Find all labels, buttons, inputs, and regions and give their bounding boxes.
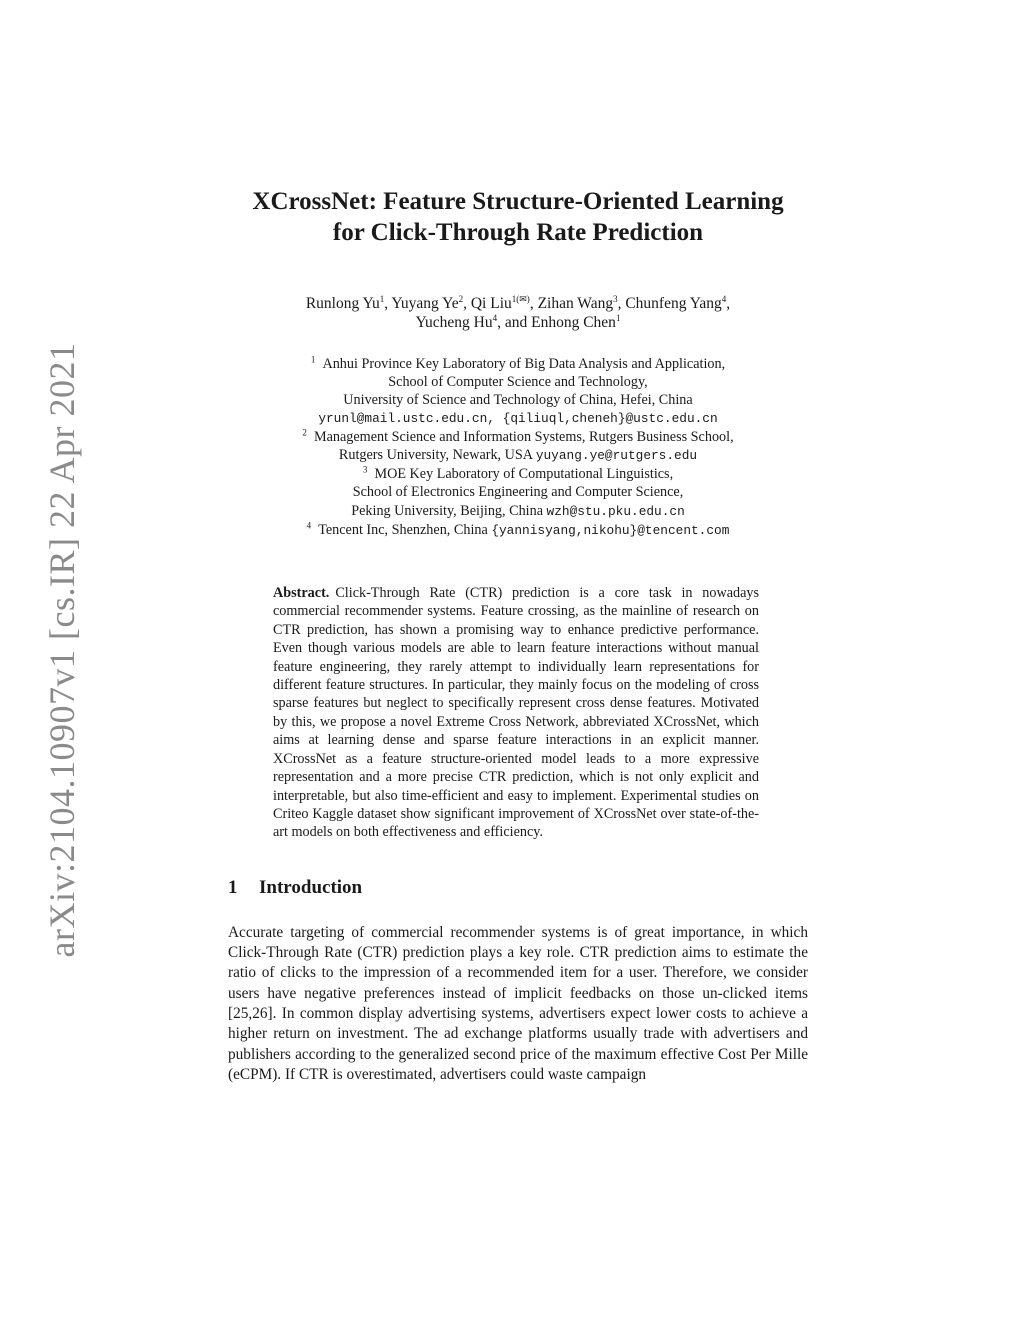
- affil-text: Tencent Inc, Shenzhen, China: [318, 521, 492, 538]
- affil-text: Anhui Province Key Laboratory of Big Data Analysis and Application,: [322, 356, 726, 372]
- affiliations: [228, 355, 808, 540]
- affiliation-line: [228, 502, 808, 521]
- author-name: , and Enhong Chen: [497, 314, 616, 331]
- author-affil-mark: 2: [458, 293, 464, 304]
- paper-page: [228, 186, 808, 1100]
- affil-number: 2: [302, 427, 307, 438]
- author-affil-mark: 4: [721, 293, 727, 304]
- section-heading: [228, 877, 808, 899]
- abstract: [273, 584, 759, 842]
- affiliation-line: [228, 465, 808, 483]
- affiliation-line: School of Computer Science and Technology,: [388, 374, 648, 391]
- affil-text: MOE Key Laboratory of Computational Linguistics,: [374, 466, 674, 483]
- affil-text: Peking University, Beijing, China: [351, 502, 547, 519]
- author-affil-mark: 1: [379, 293, 385, 304]
- arxiv-side-stamp: arXiv:2104.10907v1 [cs.IR] 22 Apr 2021: [42, 342, 82, 958]
- affiliation-line: [228, 355, 808, 373]
- affiliation-email: yrunl@mail.ustc.edu.cn, {qiliuql,cheneh}@ustc.edu.cn: [318, 410, 718, 426]
- section-title: Introduction: [259, 876, 363, 898]
- author-name: , Qi Liu: [463, 295, 512, 312]
- affiliation-email: yuyang.ye@rutgers.edu: [535, 448, 698, 464]
- author-separator: ,: [726, 295, 731, 312]
- abstract-text: Click-Through Rate (CTR) prediction is a core task in nowadays commercial recommender systems. Feature crossing, as the mainline of research on CTR prediction, has shown a promising way to enhance predictive performance. Even though various models are able to learn feature interactions without manual feature engineering, they rarely attempt to individually learn representations for different feature structures. In particular, they mainly focus on the modeling of cross sparse features but neglect to specifically represent cross dense features. Motivated by this, we propose a novel Extreme Cross Network, abbreviated XCrossNet, which aims at learning dense and sparse feature interactions in an explicit manner. XCrossNet as a feature structure-oriented model leads to a more expressive representation and a more precise CTR prediction, which is not only explicit and interpretable, but also time-efficient and easy to implement. Experimental studies on Criteo Kaggle dataset show significant improvement of XCrossNet over state-of-the-art models on both effectiveness and efficiency.: [273, 585, 759, 841]
- affiliation-email: {yannisyang,nikohu}@tencent.com: [491, 522, 730, 538]
- author-affil-mark: 1: [615, 312, 621, 323]
- affil-text: Management Science and Information Systems, Rutgers Business School,: [313, 428, 734, 445]
- author-name: , Chunfeng Yang: [617, 295, 722, 312]
- affiliation-line: [228, 521, 808, 540]
- title-line-2: for Click-Through Rate Prediction: [332, 219, 704, 246]
- abstract-label: Abstract.: [273, 585, 330, 602]
- section-number: 1: [228, 876, 238, 898]
- affiliation-line: [228, 428, 808, 446]
- author-name: , Yuyang Ye: [384, 295, 459, 312]
- affil-text: Rutgers University, Newark, USA: [338, 447, 536, 464]
- section-paragraph: Accurate targeting of commercial recommender systems is of great importance, in which Click-Through Rate (CTR) prediction plays a key role. CTR prediction aims to estimate the ratio of clicks to the impression of a recommended item for a user. Therefore, we consider users have negative preferences instead of implicit feedbacks on those un-clicked items [25,26]. In common display advertising systems, advertisers expect lower costs to achieve a higher return on investment. The ad exchange platforms usually trade with advertisers and publishers according to the generalized second price of the maximum effective Cost Per Mille (eCPM). If CTR is overestimated, advertisers could waste campaign: [228, 923, 808, 1083]
- affil-number: 4: [306, 520, 312, 531]
- author-name: Yucheng Hu: [415, 314, 493, 331]
- author-name: Runlong Yu: [305, 295, 380, 312]
- author-affil-mark: 4: [492, 312, 498, 323]
- title-line-1: XCrossNet: Feature Structure-Oriented Learning: [252, 188, 784, 215]
- affil-number: 3: [362, 464, 368, 475]
- affiliation-line: School of Electronics Engineering and Computer Science,: [352, 484, 684, 501]
- paper-title: [228, 186, 808, 248]
- author-line-1: [228, 294, 808, 313]
- author-affil-mark: 3: [613, 293, 618, 304]
- affiliation-email: wzh@stu.pku.edu.cn: [546, 503, 685, 519]
- author-line-2: [228, 313, 808, 332]
- author-affil-mark: 1(✉): [511, 293, 530, 304]
- author-list: [228, 294, 808, 332]
- affiliation-line: University of Science and Technology of China, Hefei, China: [343, 392, 693, 409]
- author-name: , Zihan Wang: [529, 295, 614, 312]
- affil-number: 1: [310, 354, 316, 365]
- affiliation-line: [228, 446, 808, 465]
